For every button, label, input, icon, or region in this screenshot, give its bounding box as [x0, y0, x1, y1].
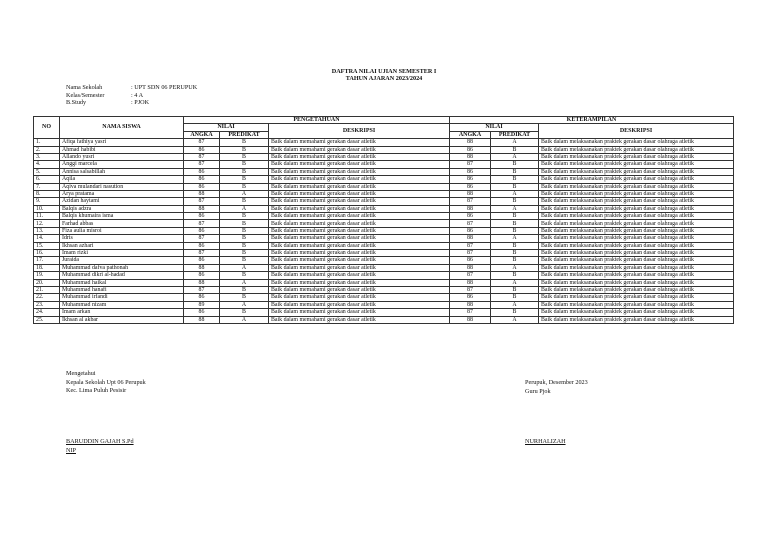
predikat-keterampilan: B [491, 294, 539, 301]
angka-pengetahuan: 87 [184, 139, 220, 146]
predikat-keterampilan: B [491, 146, 539, 153]
predikat-keterampilan: B [491, 309, 539, 316]
table-row [34, 139, 734, 146]
row-number: 9. [34, 198, 60, 205]
row-number: 10. [34, 205, 60, 212]
header-nilai-pengetahuan: NILAI [184, 124, 269, 131]
student-name: Allando yusri [60, 153, 184, 160]
predikat-keterampilan: B [491, 168, 539, 175]
predikat-pengetahuan: A [220, 205, 269, 212]
angka-keterampilan: 88 [450, 316, 491, 323]
predikat-keterampilan: A [491, 139, 539, 146]
deskripsi-keterampilan: Baik dalam melaksanakan praktek gerakan dasar olahraga atletik [539, 294, 734, 301]
student-name: Muhammad nizam [60, 301, 184, 308]
student-name: Afiqa fathiya yasri [60, 139, 184, 146]
deskripsi-keterampilan: Baik dalam melaksanakan praktek gerakan dasar olahraga atletik [539, 213, 734, 220]
angka-pengetahuan: 86 [184, 227, 220, 234]
sign-left-line2: Kepala Sekolah Upt 06 Perupuk [66, 378, 146, 386]
table-row [34, 190, 734, 197]
table-row [34, 250, 734, 257]
angka-pengetahuan: 87 [184, 153, 220, 160]
student-name: Annisa salsabillah [60, 168, 184, 175]
predikat-pengetahuan: A [220, 316, 269, 323]
row-number: 17. [34, 257, 60, 264]
deskripsi-keterampilan: Baik dalam melaksanakan praktek gerakan dasar olahraga atletik [539, 242, 734, 249]
deskripsi-keterampilan: Baik dalam melaksanakan praktek gerakan dasar olahraga atletik [539, 264, 734, 271]
row-number: 19. [34, 272, 60, 279]
predikat-keterampilan: B [491, 176, 539, 183]
student-name: Anggi marcela [60, 161, 184, 168]
row-number: 18. [34, 264, 60, 271]
info-value: : UPT SDN 06 PERUPUK [131, 84, 198, 91]
header-angka-keterampilan: ANGKA [450, 131, 491, 138]
table-row [34, 220, 734, 227]
deskripsi-pengetahuan: Baik dalam memahami gerakan dasar atletik [269, 198, 450, 205]
deskripsi-keterampilan: Baik dalam melaksanakan praktek gerakan dasar olahraga atletik [539, 176, 734, 183]
table-row [34, 213, 734, 220]
deskripsi-keterampilan: Baik dalam melaksanakan praktek gerakan dasar olahraga atletik [539, 250, 734, 257]
angka-keterampilan: 86 [450, 213, 491, 220]
table-row [34, 316, 734, 323]
student-name: Idris [60, 235, 184, 242]
predikat-keterampilan: B [491, 220, 539, 227]
angka-pengetahuan: 89 [184, 301, 220, 308]
predikat-keterampilan: A [491, 279, 539, 286]
predikat-pengetahuan: B [220, 183, 269, 190]
sign-right-line1: Perupuk, Desember 2023 [525, 379, 588, 386]
header-nama: NAMA SISWA [60, 117, 184, 139]
row-number: 7. [34, 183, 60, 190]
predikat-keterampilan: A [491, 301, 539, 308]
predikat-pengetahuan: B [220, 168, 269, 175]
deskripsi-keterampilan: Baik dalam melaksanakan praktek gerakan dasar olahraga atletik [539, 227, 734, 234]
angka-keterampilan: 88 [450, 264, 491, 271]
signature-right-name-block [525, 438, 566, 447]
row-number: 11. [34, 213, 60, 220]
student-name: Muhammad haikal [60, 279, 184, 286]
header-angka-pengetahuan: ANGKA [184, 131, 220, 138]
angka-pengetahuan: 87 [184, 220, 220, 227]
header-nilai-keterampilan: NILAI [450, 124, 539, 131]
deskripsi-keterampilan: Baik dalam melaksanakan praktek gerakan dasar olahraga atletik [539, 205, 734, 212]
school-info [66, 84, 197, 107]
angka-keterampilan: 88 [450, 205, 491, 212]
predikat-keterampilan: A [491, 264, 539, 271]
predikat-pengetahuan: A [220, 264, 269, 271]
angka-pengetahuan: 88 [184, 264, 220, 271]
deskripsi-pengetahuan: Baik dalam memahami gerakan dasar atletik [269, 153, 450, 160]
angka-keterampilan: 87 [450, 161, 491, 168]
grades-table-body [34, 139, 734, 324]
header-deskripsi-keterampilan: DESKRIPSI [539, 124, 734, 139]
deskripsi-pengetahuan: Baik dalam memahami gerakan dasar atletik [269, 250, 450, 257]
document-title: DAFTRA NILAI UJIAN SEMESTER I [331, 68, 437, 75]
student-name: Muhammad hanafi [60, 286, 184, 293]
angka-keterampilan: 86 [450, 257, 491, 264]
deskripsi-keterampilan: Baik dalam melaksanakan praktek gerakan dasar olahraga atletik [539, 161, 734, 168]
row-number: 24. [34, 309, 60, 316]
table-row [34, 205, 734, 212]
deskripsi-pengetahuan: Baik dalam memahami gerakan dasar atletik [269, 183, 450, 190]
document-subtitle: TAHUN AJARAN 2023/2024 [345, 75, 423, 82]
deskripsi-pengetahuan: Baik dalam memahami gerakan dasar atletik [269, 227, 450, 234]
predikat-keterampilan: B [491, 161, 539, 168]
angka-keterampilan: 87 [450, 242, 491, 249]
predikat-keterampilan: B [491, 257, 539, 264]
predikat-pengetahuan: B [220, 242, 269, 249]
predikat-keterampilan: B [491, 183, 539, 190]
row-number: 3. [34, 153, 60, 160]
predikat-keterampilan: B [491, 250, 539, 257]
deskripsi-keterampilan: Baik dalam melaksanakan praktek gerakan dasar olahraga atletik [539, 139, 734, 146]
angka-pengetahuan: 87 [184, 161, 220, 168]
predikat-pengetahuan: B [220, 153, 269, 160]
info-value: : 4 A [131, 91, 144, 99]
deskripsi-pengetahuan: Baik dalam memahami gerakan dasar atletik [269, 264, 450, 271]
predikat-pengetahuan: B [220, 294, 269, 301]
deskripsi-pengetahuan: Baik dalam memahami gerakan dasar atletik [269, 286, 450, 293]
angka-pengetahuan: 87 [184, 198, 220, 205]
row-number: 6. [34, 176, 60, 183]
row-number: 25. [34, 316, 60, 323]
predikat-pengetahuan: A [220, 301, 269, 308]
deskripsi-pengetahuan: Baik dalam memahami gerakan dasar atletik [269, 205, 450, 212]
row-number: 20. [34, 279, 60, 286]
predikat-keterampilan: A [491, 190, 539, 197]
deskripsi-pengetahuan: Baik dalam memahami gerakan dasar atletik [269, 139, 450, 146]
info-row-school [66, 84, 197, 92]
table-row [34, 146, 734, 153]
predikat-pengetahuan: B [220, 198, 269, 205]
angka-keterampilan: 87 [450, 198, 491, 205]
row-number: 12. [34, 220, 60, 227]
table-row [34, 279, 734, 286]
predikat-pengetahuan: B [220, 286, 269, 293]
deskripsi-pengetahuan: Baik dalam memahami gerakan dasar atletik [269, 220, 450, 227]
signature-left [66, 370, 146, 396]
signature-left-name-block [66, 438, 134, 455]
student-name: Balqis khumaira isma [60, 213, 184, 220]
deskripsi-keterampilan: Baik dalam melaksanakan praktek gerakan dasar olahraga atletik [539, 190, 734, 197]
table-row [34, 257, 734, 264]
student-name: Fiza aulia misroi [60, 227, 184, 234]
angka-pengetahuan: 86 [184, 168, 220, 175]
predikat-keterampilan: B [491, 227, 539, 234]
table-row [34, 161, 734, 168]
angka-pengetahuan: 86 [184, 176, 220, 183]
angka-pengetahuan: 86 [184, 242, 220, 249]
predikat-pengetahuan: A [220, 279, 269, 286]
header-keterampilan: KETERAMPILAN [450, 117, 734, 124]
predikat-pengetahuan: B [220, 309, 269, 316]
deskripsi-pengetahuan: Baik dalam memahami gerakan dasar atletik [269, 235, 450, 242]
predikat-keterampilan: B [491, 242, 539, 249]
info-value: : PJOK [131, 99, 150, 107]
predikat-keterampilan: A [491, 205, 539, 212]
angka-keterampilan: 88 [450, 235, 491, 242]
row-number: 5. [34, 168, 60, 175]
row-number: 16. [34, 250, 60, 257]
angka-keterampilan: 86 [450, 168, 491, 175]
student-name: Aqila [60, 176, 184, 183]
table-row [34, 301, 734, 308]
angka-pengetahuan: 87 [184, 250, 220, 257]
principal-nip: NIP [66, 446, 76, 454]
predikat-keterampilan: A [491, 235, 539, 242]
header-pengetahuan: PENGETAHUAN [184, 117, 450, 124]
angka-pengetahuan: 88 [184, 190, 220, 197]
angka-keterampilan: 87 [450, 220, 491, 227]
deskripsi-pengetahuan: Baik dalam memahami gerakan dasar atletik [269, 161, 450, 168]
angka-keterampilan: 88 [450, 279, 491, 286]
angka-keterampilan: 86 [450, 146, 491, 153]
predikat-pengetahuan: B [220, 272, 269, 279]
deskripsi-keterampilan: Baik dalam melaksanakan praktek gerakan dasar olahraga atletik [539, 301, 734, 308]
student-name: Balqis adzra [60, 205, 184, 212]
table-row [34, 198, 734, 205]
info-row-class [66, 92, 197, 100]
angka-keterampilan: 88 [450, 301, 491, 308]
predikat-pengetahuan: B [220, 220, 269, 227]
angka-keterampilan: 88 [450, 153, 491, 160]
row-number: 14. [34, 235, 60, 242]
student-name: Ikhsan al akbar [60, 316, 184, 323]
student-name: Ahmad habibi [60, 146, 184, 153]
predikat-pengetahuan: B [220, 146, 269, 153]
deskripsi-keterampilan: Baik dalam melaksanakan praktek gerakan dasar olahraga atletik [539, 316, 734, 323]
angka-pengetahuan: 86 [184, 272, 220, 279]
predikat-pengetahuan: B [220, 213, 269, 220]
predikat-pengetahuan: B [220, 257, 269, 264]
signature-right [525, 379, 588, 396]
predikat-keterampilan: B [491, 272, 539, 279]
row-number: 8. [34, 190, 60, 197]
table-row [34, 309, 734, 316]
sign-right-line2: Guru Pjok [525, 387, 551, 395]
angka-pengetahuan: 86 [184, 183, 220, 190]
row-number: 21. [34, 286, 60, 293]
teacher-name: NURHALIZAH [525, 438, 566, 445]
deskripsi-keterampilan: Baik dalam melaksanakan praktek gerakan dasar olahraga atletik [539, 183, 734, 190]
grades-table [33, 116, 734, 324]
header-deskripsi-pengetahuan: DESKRIPSI [269, 124, 450, 139]
table-row [34, 227, 734, 234]
table-row [34, 176, 734, 183]
student-name: Farhad abbas [60, 220, 184, 227]
deskripsi-keterampilan: Baik dalam melaksanakan praktek gerakan dasar olahraga atletik [539, 146, 734, 153]
angka-pengetahuan: 86 [184, 213, 220, 220]
deskripsi-pengetahuan: Baik dalam memahami gerakan dasar atletik [269, 279, 450, 286]
table-row [34, 183, 734, 190]
deskripsi-pengetahuan: Baik dalam memahami gerakan dasar atletik [269, 301, 450, 308]
angka-keterampilan: 87 [450, 286, 491, 293]
row-number: 22. [34, 294, 60, 301]
angka-pengetahuan: 88 [184, 205, 220, 212]
angka-pengetahuan: 86 [184, 257, 220, 264]
table-row [34, 168, 734, 175]
deskripsi-pengetahuan: Baik dalam memahami gerakan dasar atletik [269, 213, 450, 220]
predikat-pengetahuan: B [220, 250, 269, 257]
deskripsi-keterampilan: Baik dalam melaksanakan praktek gerakan dasar olahraga atletik [539, 279, 734, 286]
angka-pengetahuan: 86 [184, 294, 220, 301]
angka-pengetahuan: 86 [184, 146, 220, 153]
predikat-keterampilan: A [491, 153, 539, 160]
table-row [34, 242, 734, 249]
info-row-subject [66, 99, 197, 107]
student-name: Imam arkan [60, 309, 184, 316]
table-row [34, 264, 734, 271]
deskripsi-pengetahuan: Baik dalam memahami gerakan dasar atletik [269, 309, 450, 316]
student-name: Imam rizki [60, 250, 184, 257]
deskripsi-pengetahuan: Baik dalam memahami gerakan dasar atletik [269, 242, 450, 249]
angka-keterampilan: 86 [450, 227, 491, 234]
row-number: 1. [34, 139, 60, 146]
deskripsi-pengetahuan: Baik dalam memahami gerakan dasar atletik [269, 294, 450, 301]
angka-pengetahuan: 87 [184, 235, 220, 242]
angka-keterampilan: 87 [450, 250, 491, 257]
student-name: Ikhsan azhari [60, 242, 184, 249]
row-number: 4. [34, 161, 60, 168]
predikat-pengetahuan: B [220, 139, 269, 146]
deskripsi-keterampilan: Baik dalam melaksanakan praktek gerakan dasar olahraga atletik [539, 198, 734, 205]
header-predikat-pengetahuan: PREDIKAT [220, 131, 269, 138]
angka-keterampilan: 86 [450, 176, 491, 183]
student-name: Muhammad irfandi [60, 294, 184, 301]
deskripsi-keterampilan: Baik dalam melaksanakan praktek gerakan dasar olahraga atletik [539, 272, 734, 279]
predikat-pengetahuan: B [220, 227, 269, 234]
deskripsi-pengetahuan: Baik dalam memahami gerakan dasar atletik [269, 316, 450, 323]
table-row [34, 294, 734, 301]
predikat-keterampilan: A [491, 316, 539, 323]
deskripsi-keterampilan: Baik dalam melaksanakan praktek gerakan dasar olahraga atletik [539, 220, 734, 227]
deskripsi-keterampilan: Baik dalam melaksanakan praktek gerakan dasar olahraga atletik [539, 168, 734, 175]
student-name: Juraida [60, 257, 184, 264]
header-no: NO [34, 117, 60, 139]
student-name: Azidan haytami [60, 198, 184, 205]
deskripsi-pengetahuan: Baik dalam memahami gerakan dasar atletik [269, 190, 450, 197]
row-number: 15. [34, 242, 60, 249]
student-name: Aqiva mulandari nasution [60, 183, 184, 190]
table-row [34, 272, 734, 279]
angka-keterampilan: 88 [450, 139, 491, 146]
angka-pengetahuan: 86 [184, 309, 220, 316]
deskripsi-keterampilan: Baik dalam melaksanakan praktek gerakan dasar olahraga atletik [539, 235, 734, 242]
info-label: Nama Sekolah [66, 84, 103, 91]
info-label: Kelas/Semester [66, 91, 105, 99]
predikat-keterampilan: B [491, 198, 539, 205]
row-number: 13. [34, 227, 60, 234]
student-name: Arya pratama [60, 190, 184, 197]
predikat-pengetahuan: B [220, 235, 269, 242]
sign-left-line1: Mengetahui [66, 370, 96, 377]
predikat-keterampilan: B [491, 213, 539, 220]
deskripsi-keterampilan: Baik dalam melaksanakan praktek gerakan dasar olahraga atletik [539, 286, 734, 293]
predikat-keterampilan: B [491, 286, 539, 293]
deskripsi-pengetahuan: Baik dalam memahami gerakan dasar atletik [269, 146, 450, 153]
info-label: B.Study [66, 99, 87, 107]
angka-pengetahuan: 88 [184, 279, 220, 286]
table-row [34, 235, 734, 242]
row-number: 2. [34, 146, 60, 153]
deskripsi-keterampilan: Baik dalam melaksanakan praktek gerakan dasar olahraga atletik [539, 257, 734, 264]
angka-keterampilan: 86 [450, 294, 491, 301]
table-row [34, 153, 734, 160]
deskripsi-keterampilan: Baik dalam melaksanakan praktek gerakan dasar olahraga atletik [539, 153, 734, 160]
principal-name: BARUDDIN GAJAH S.Pd [66, 438, 134, 445]
predikat-pengetahuan: B [220, 161, 269, 168]
sign-left-line3: Kec. Lima Puluh Pesisir [66, 387, 127, 395]
table-row [34, 286, 734, 293]
deskripsi-pengetahuan: Baik dalam memahami gerakan dasar atletik [269, 257, 450, 264]
deskripsi-pengetahuan: Baik dalam memahami gerakan dasar atletik [269, 168, 450, 175]
angka-keterampilan: 87 [450, 272, 491, 279]
predikat-pengetahuan: B [220, 176, 269, 183]
header-predikat-keterampilan: PREDIKAT [491, 131, 539, 138]
angka-pengetahuan: 87 [184, 286, 220, 293]
angka-keterampilan: 86 [450, 183, 491, 190]
student-name: Muhammad dikri al-hadad [60, 272, 184, 279]
row-number: 23. [34, 301, 60, 308]
predikat-pengetahuan: A [220, 190, 269, 197]
deskripsi-pengetahuan: Baik dalam memahami gerakan dasar atletik [269, 272, 450, 279]
deskripsi-keterampilan: Baik dalam melaksanakan praktek gerakan dasar olahraga atletik [539, 309, 734, 316]
angka-keterampilan: 87 [450, 309, 491, 316]
student-name: Muhammad dafva pathonah [60, 264, 184, 271]
angka-pengetahuan: 88 [184, 316, 220, 323]
deskripsi-pengetahuan: Baik dalam memahami gerakan dasar atletik [269, 176, 450, 183]
angka-keterampilan: 88 [450, 190, 491, 197]
